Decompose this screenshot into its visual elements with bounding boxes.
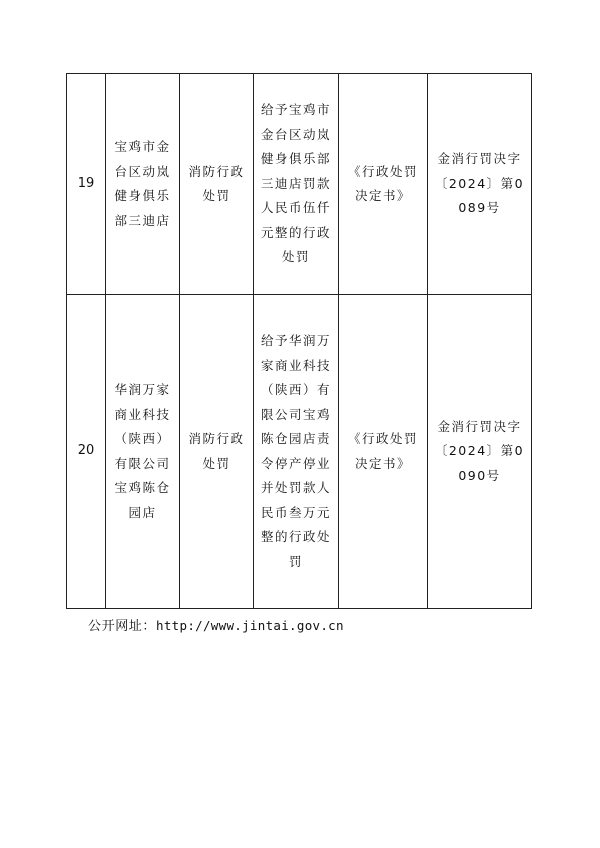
row-number: 19 bbox=[67, 74, 106, 295]
penalty-basis: 《行政处罚决定书》 bbox=[339, 74, 428, 295]
decision-number: 金消行罚决字〔2024〕第0090号 bbox=[428, 295, 532, 609]
penalty-content: 给予宝鸡市金台区动岚健身俱乐部三迪店罚款人民币伍仟元整的行政处罚 bbox=[254, 74, 339, 295]
table-row bbox=[67, 295, 532, 609]
penalty-basis: 《行政处罚决定书》 bbox=[339, 295, 428, 609]
penalty-type: 消防行政处罚 bbox=[180, 295, 254, 609]
penalty-table bbox=[66, 73, 532, 609]
penalty-content: 给予华润万家商业科技（陕西）有限公司宝鸡陈仓园店责令停产停业并处罚款人民币叁万元整的行政处罚 bbox=[254, 295, 339, 609]
party-name: 华润万家商业科技（陕西）有限公司宝鸡陈仓园店 bbox=[106, 295, 180, 609]
public-url-link[interactable]: http://www.jintai.gov.cn bbox=[156, 618, 344, 633]
table-row bbox=[67, 74, 532, 295]
decision-number: 金消行罚决字〔2024〕第0089号 bbox=[428, 74, 532, 295]
public-url-line bbox=[88, 615, 344, 634]
row-number: 20 bbox=[67, 295, 106, 609]
penalty-type: 消防行政处罚 bbox=[180, 74, 254, 295]
public-url-label: 公开网址： bbox=[88, 619, 157, 634]
party-name: 宝鸡市金台区动岚健身俱乐部三迪店 bbox=[106, 74, 180, 295]
